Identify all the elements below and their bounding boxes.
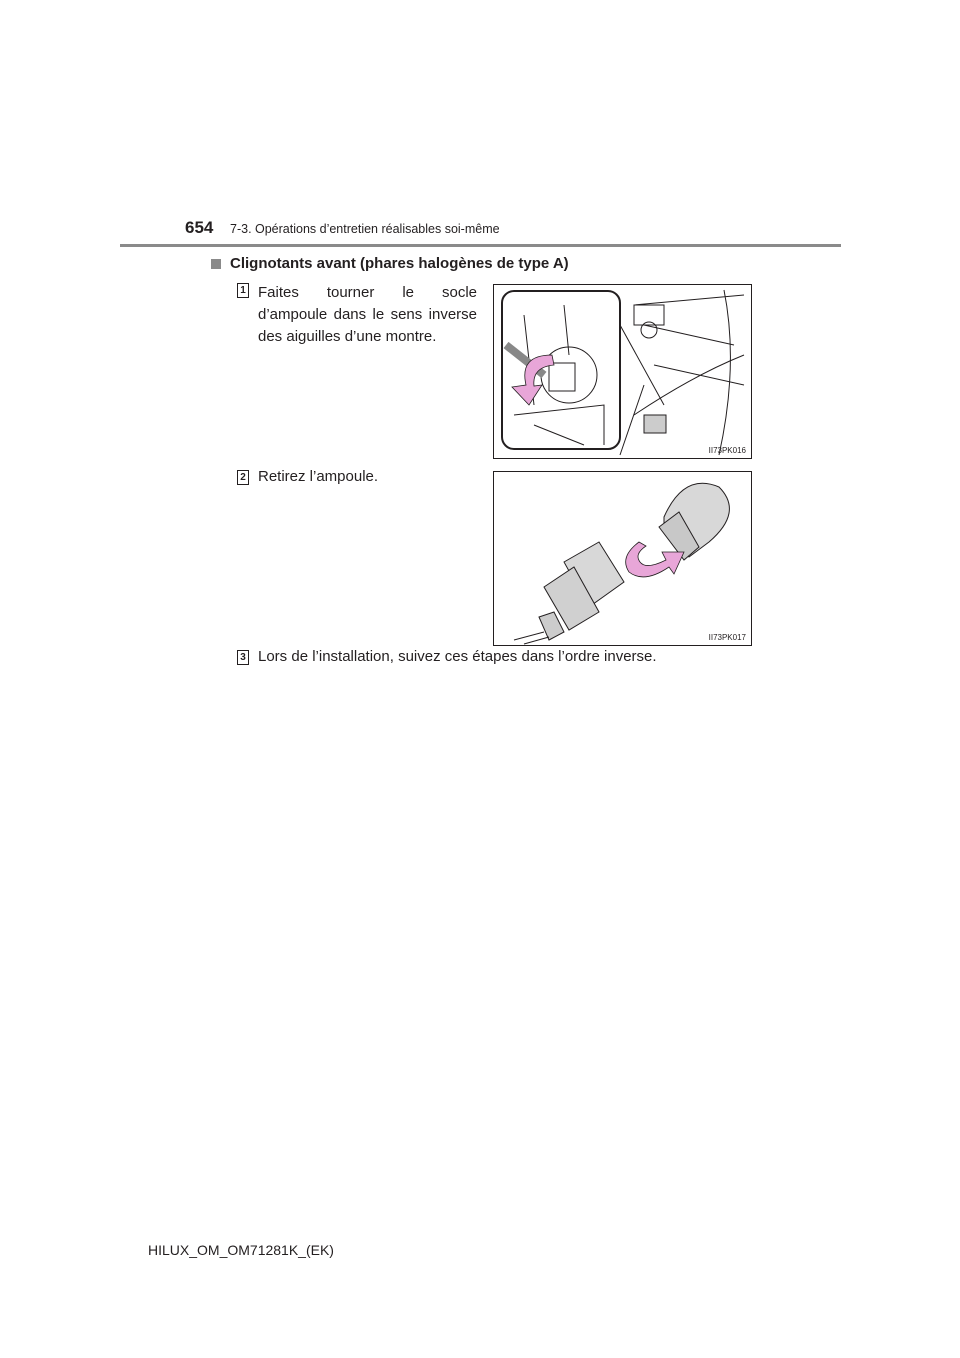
step-3-text: Lors de l’installation, suivez ces étapes dans l’ordre inverse. (258, 648, 657, 665)
step-number-1: 1 (237, 283, 249, 298)
step-1-text: Faites tourner le socle d’ampoule dans le sens inverse des aiguilles d’une montre. (258, 284, 477, 345)
square-bullet-icon (211, 259, 221, 269)
step-number-2: 2 (237, 470, 249, 485)
figure-code: II73PK016 (708, 446, 746, 455)
section-header: 7-3. Opérations d’entretien réalisables soi-même (230, 222, 500, 236)
headlight-illustration (494, 285, 751, 458)
figure-code: II73PK017 (708, 633, 746, 642)
bulb-illustration (494, 472, 751, 645)
step-2-text: Retirez l’ampoule. (258, 468, 379, 485)
section-title: Clignotants avant (phares halogènes de type A) (230, 255, 569, 272)
header-rule (120, 244, 841, 247)
figure-rotate-socket (493, 284, 752, 459)
footer-doc-code: HILUX_OM_OM71281K_(EK) (148, 1242, 334, 1258)
page-number: 654 (185, 218, 214, 237)
step-number-3: 3 (237, 650, 249, 665)
figure-remove-bulb (493, 471, 752, 646)
